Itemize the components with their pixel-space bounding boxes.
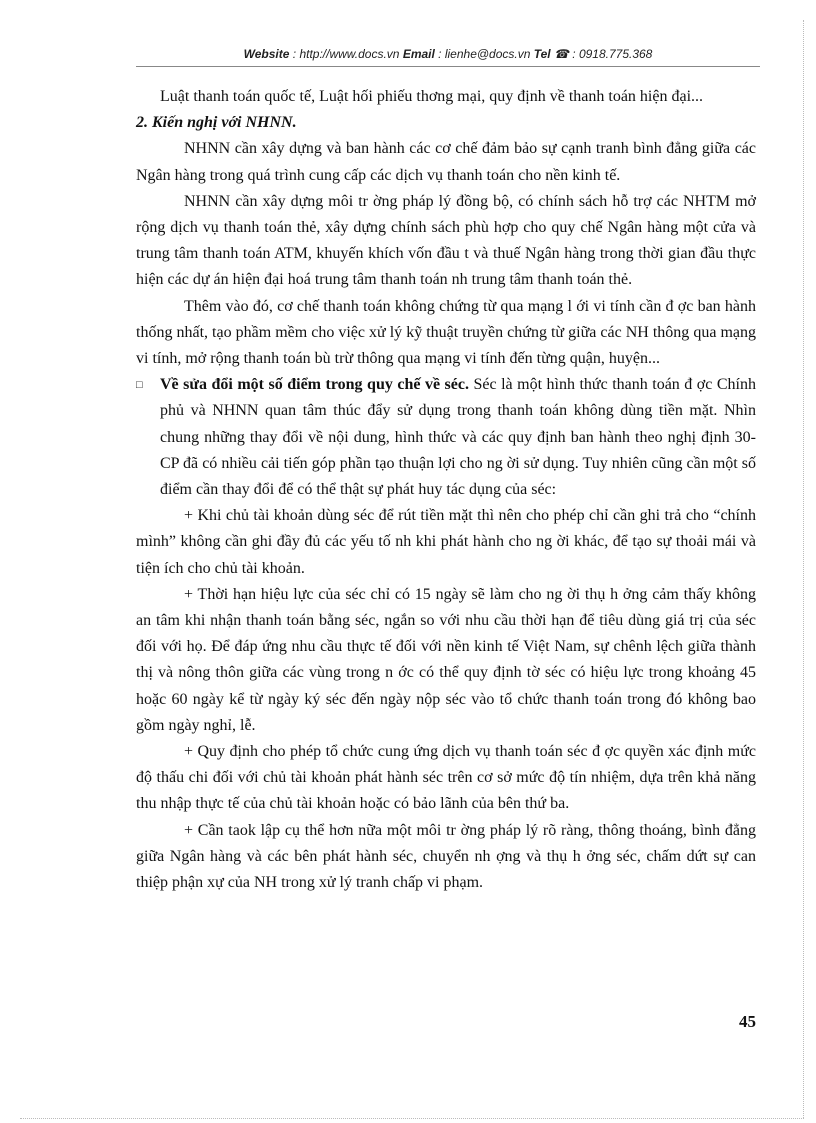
- paragraph-2: NHNN cần xây dựng môi tr ờng pháp lý đồng bộ, có chính sách hỗ trợ các NHTM mở rộng dịch vụ thanh toán thẻ, xây dựng chính sách phù hợp cho quy chế Ngân hàng một cửa và trung tâm thanh toán ATM, khuyến khích vốn đầu t và thuế Ngân hàng trong thời gian đầu thực hiện các dự án hiện đại hoá trung tâm thanh toán nh trung tâm thanh toán thẻ.: [136, 192, 756, 289]
- bullet-title: Về sửa đổi một số điểm trong quy chế về séc.: [160, 376, 469, 394]
- paragraph-3: Thêm vào đó, cơ chế thanh toán không chứng từ qua mạng l ới vi tính cần đ ợc ban hành thống nhất, tạo phầm mềm cho việc xử lý kỹ thuật truyền chứng từ giữa các NH thông qua mạng vi tính, mở rộng thanh toán bù trừ thông qua mạng vi tính đến từng quận, huyện...: [136, 297, 756, 368]
- right-page-border: [803, 20, 804, 1118]
- bottom-page-border: [20, 1118, 804, 1119]
- paragraph-1: NHNN cần xây dựng và ban hành các cơ chế đảm bảo sự cạnh tranh bình đẳng giữa các Ngân hàng trong quá trình cung cấp các dịch vụ thanh toán cho nền kinh tế.: [136, 140, 756, 184]
- bullet-item: [136, 372, 756, 503]
- page-number: 45: [739, 1012, 756, 1031]
- paragraph-5: + Thời hạn hiệu lực của séc chỉ có 15 ngày sẽ làm cho ng ời thụ h ởng cảm thấy không an tâm khi nhận thanh toán bằng séc, ngắn so với nhu cầu thời hạn để tiêu dùng giá trị của séc đối với họ. Để đáp ứng nhu cầu thực tế đối với nền kinh tế Việt Nam, sự chênh lệch giữa thành thị và nông thôn giữa các vùng trong n ớc có thể quy định tờ séc có hiệu lực trong khoảng 45 hoặc 60 ngày kể từ ngày ký séc đến ngày nộp séc vào tổ chức thanh toán trong đó không bao gồm ngày nghỉ, lễ.: [136, 585, 756, 734]
- tel-value: ☎ : 0918.775.368: [550, 47, 653, 61]
- intro-paragraph: Luật thanh toán quốc tế, Luật hối phiếu thơng mại, quy định về thanh toán hiện đại...: [160, 88, 704, 105]
- square-bullet-icon: □: [136, 379, 143, 392]
- document-body: [136, 84, 756, 896]
- page-header: [136, 47, 760, 61]
- paragraph-6: + Quy định cho phép tổ chức cung ứng dịch vụ thanh toán séc đ ợc quyền xác định mức độ thấu chi đối với chủ tài khoản phát hành séc trên cơ sở mức độ tín nhiệm, dựa trên khả năng thu nhập thực tế của chủ tài khoản hoặc có bảo lãnh của bên thứ ba.: [136, 743, 756, 813]
- email-value: : lienhe@docs.vn: [434, 47, 534, 61]
- website-value: : http://www.docs.vn: [289, 47, 403, 61]
- paragraph-7: + Cần taok lập cụ thể hơn nữa một môi tr ờng pháp lý rõ ràng, thông thoáng, bình đẳng giữa Ngân hàng và các bên phát hành séc, chuyển nh ợng và thụ h ởng séc, chấm dứt sự can thiệp phận xự của NH trong xử lý tranh chấp vi phạm.: [136, 821, 756, 892]
- section-heading: 2. Kiến nghị với NHNN.: [136, 114, 297, 132]
- bullet-body: Séc là một hình thức thanh toán đ ợc Chính phủ và NHNN quan tâm thúc đẩy sử dụng trong thanh toán không dùng tiền mặt. Nhìn chung những thay đổi về nội dung, hình thức và các quy định ban hành theo nghị định 30-CP đã có nhiều cải tiến góp phần tạo thuận lợi cho ng ời sử dụng. Tuy nhiên cũng cần một số điểm cần thay đổi để có thể thật sự phát huy tác dụng của séc:: [160, 376, 756, 499]
- email-label: Email: [402, 47, 435, 61]
- tel-label: Tel: [533, 47, 551, 61]
- bullet-text: [160, 372, 756, 503]
- website-label: Website: [243, 47, 290, 61]
- header-divider: [136, 66, 760, 67]
- paragraph-4: + Khi chủ tài khoản dùng séc để rút tiền mặt thì nên cho phép chỉ cần ghi trả cho “chính mình” không cần ghi đầy đủ các yếu tố nh khi phát hành cho ng ời khác, để tạo sự thoải mái và tiện ích cho chủ tài khoản.: [136, 507, 756, 577]
